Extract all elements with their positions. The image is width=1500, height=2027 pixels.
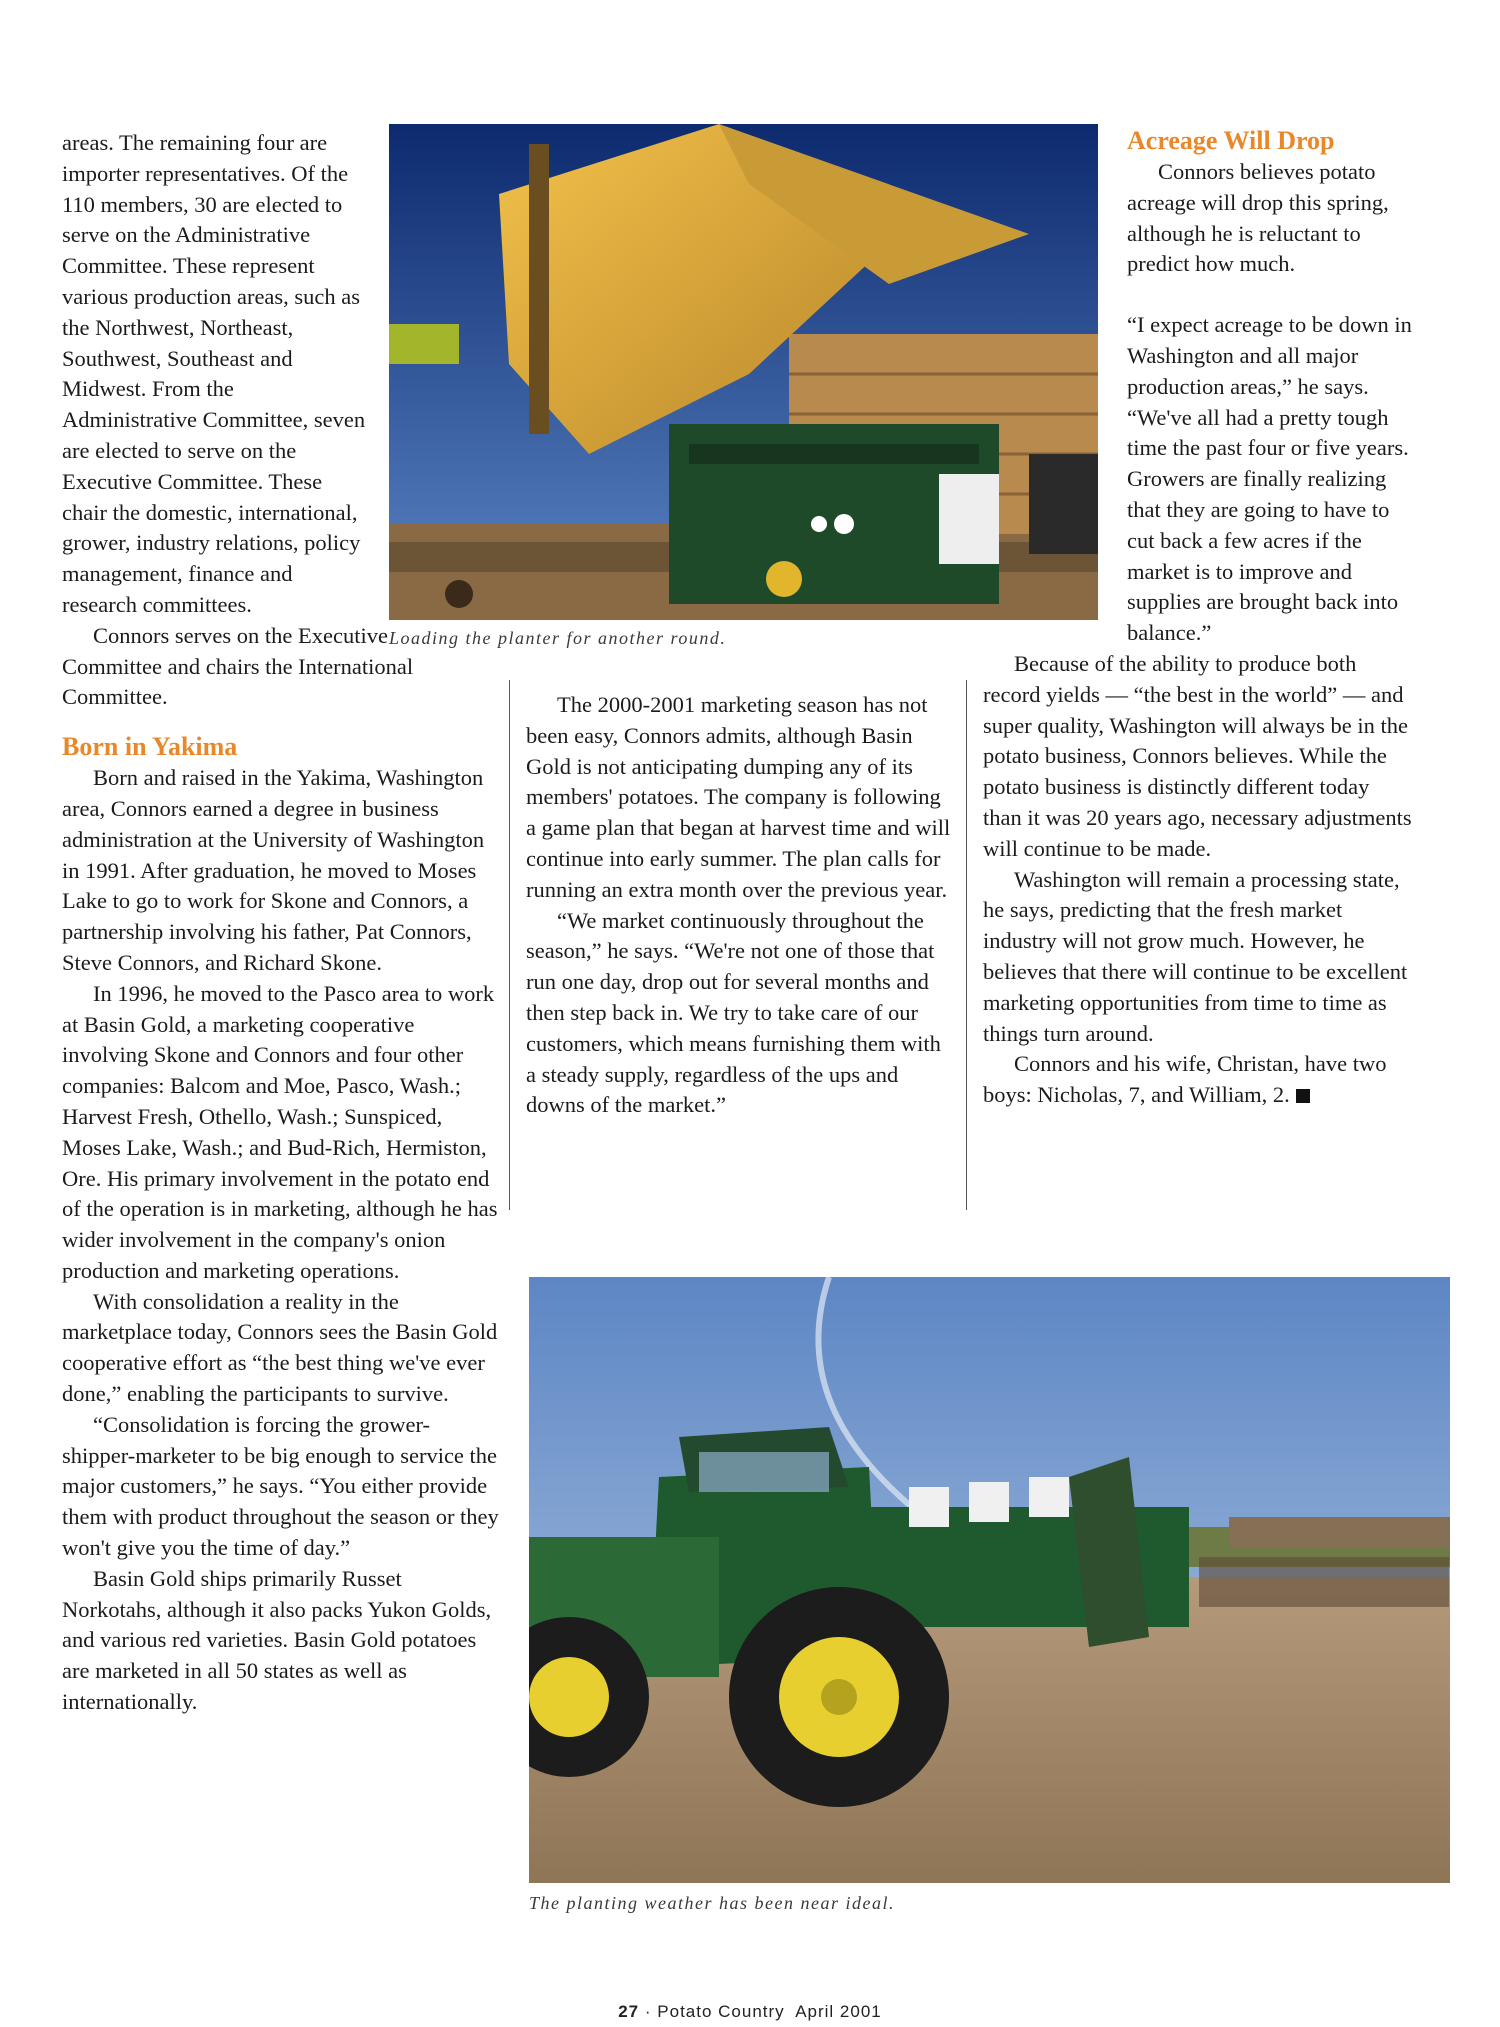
col1-paragraph-1: areas. The remaining four are importer representatives. Of the 110 members, 30 are elected to serve on the Administrative Committee. These represent various production areas, such as the Northwest, Northeast, Southwest, Southeast and Midwest. From the Administrative Committee, seven are elected to serve on the Executive Committee. These chair the domestic, international, grower, industry relations, policy management, finance and research committees. (62, 130, 366, 617)
col1-paragraph-7: Basin Gold ships primarily Russet Norkotahs, although it also packs Yukon Golds, and various red varieties. Basin Gold potatoes are marketed in all 50 states as well as internationally. (62, 1565, 492, 1715)
col1-paragraph-2: Connors serves on the Executive Committee and chairs the International Committee. (62, 622, 414, 710)
col1-paragraph-3: Born and raised in the Yakima, Washington area, Connors earned a degree in business administration at the University of Washington in 1991. After graduation, he moved to Moses Lake to go to work for Skone and Connors, a partnership involving his father, Pat Connors, Steve Connors, and Richard Skone. (62, 765, 485, 975)
column-rule-right (966, 680, 967, 1210)
col1-paragraph-4: In 1996, he moved to the Pasco area to work at Basin Gold, a marketing cooperative involving Skone and Connors and four other companies: Balcom and Moe, Pasco, Wash.; Harvest Fresh, Othello, Wash.; Sunspiced, Moses Lake, Wash.; and Bud-Rich, Hermiston, Ore. His primary involvement in the potato end of the operation is in marketing, although he has wider involvement in the company's onion production and marketing operations. (62, 980, 498, 1283)
col3-paragraph-5 (983, 1049, 1413, 1111)
page-footer (0, 2002, 1500, 2022)
column-2 (526, 690, 956, 1121)
photo-tractor-planting-caption: The planting weather has been near ideal. (529, 1893, 895, 1913)
col2-paragraph-2: “We market continuously throughout the season,” he says. “We're not one of those that run one day, drop out for several months and then step back in. We try to take care of our customers, which means furnishing them with a steady supply, regardless of the ups and downs of the market.” (526, 907, 941, 1118)
col2-paragraph-1: The 2000-2001 marketing season has not been easy, Connors admits, although Basin Gold is not anticipating dumping any of its members' potatoes. The company is following a game plan that began at harvest time and will continue into early summer. The plan calls for running an extra month over the previous year. (526, 692, 951, 902)
end-of-article-icon (1296, 1089, 1310, 1103)
col3-wrap-top (1127, 125, 1413, 649)
col3-paragraph-4: Washington will remain a processing state, he says, predicting that the fresh market industry will not grow much. However, he believes that there will continue to be excellent marketing opportunities from time to time as things turn around. (983, 866, 1408, 1046)
column-rule-left (509, 680, 510, 1210)
col1-paragraph-5: With consolidation a reality in the marketplace today, Connors sees the Basin Gold cooperative effort as “the best thing we've ever done,” enabling the participants to survive. (62, 1288, 498, 1407)
section-heading-born-in-yakima: Born in Yakima (62, 732, 238, 762)
page-number: 27 (618, 2002, 640, 2021)
col3-paragraph-2: “I expect acreage to be down in Washington and all major production areas,” he says. “We've all had a pretty tough time the past four or five years. Growers are finally realizing that they are going to have to cut back a few acres if the market is to improve and supplies are brought back into balance.” (1127, 312, 1412, 646)
col1-paragraph-6: “Consolidation is forcing the grower-shipper-marketer to be big enough to service the major customers,” he says. “You either provide them with product throughout the season or they won't give you the time of day.” (62, 1411, 499, 1561)
photo-tractor-planting-art (529, 1277, 1450, 1883)
issue-date: April 2001 (795, 2002, 882, 2021)
footer-separator: · (644, 2002, 652, 2021)
col1-wrap-top (62, 128, 368, 621)
photo-loading-planter-caption: Loading the planter for another round. (389, 628, 727, 648)
col3-paragraph-1: Connors believes potato acreage will drop this spring, although he is reluctant to predict how much. (1127, 159, 1389, 277)
col3-paragraph-3: Because of the ability to produce both record yields — “the best in the world” — and super quality, Washington will always be in the potato business, Connors believes. While the potato business is distinctly different today than it was 20 years ago, necessary adjustments will continue to be made. (983, 650, 1412, 861)
section-heading-acreage-will-drop: Acreage Will Drop (1127, 126, 1335, 155)
col3-paragraph-5-text: Connors and his wife, Christan, have two boys: Nicholas, 7, and William, 2. (983, 1051, 1387, 1108)
column-3 (983, 125, 1413, 1111)
photo-tractor-planting (529, 1277, 1450, 1883)
magazine-name: Potato Country (657, 2002, 785, 2021)
